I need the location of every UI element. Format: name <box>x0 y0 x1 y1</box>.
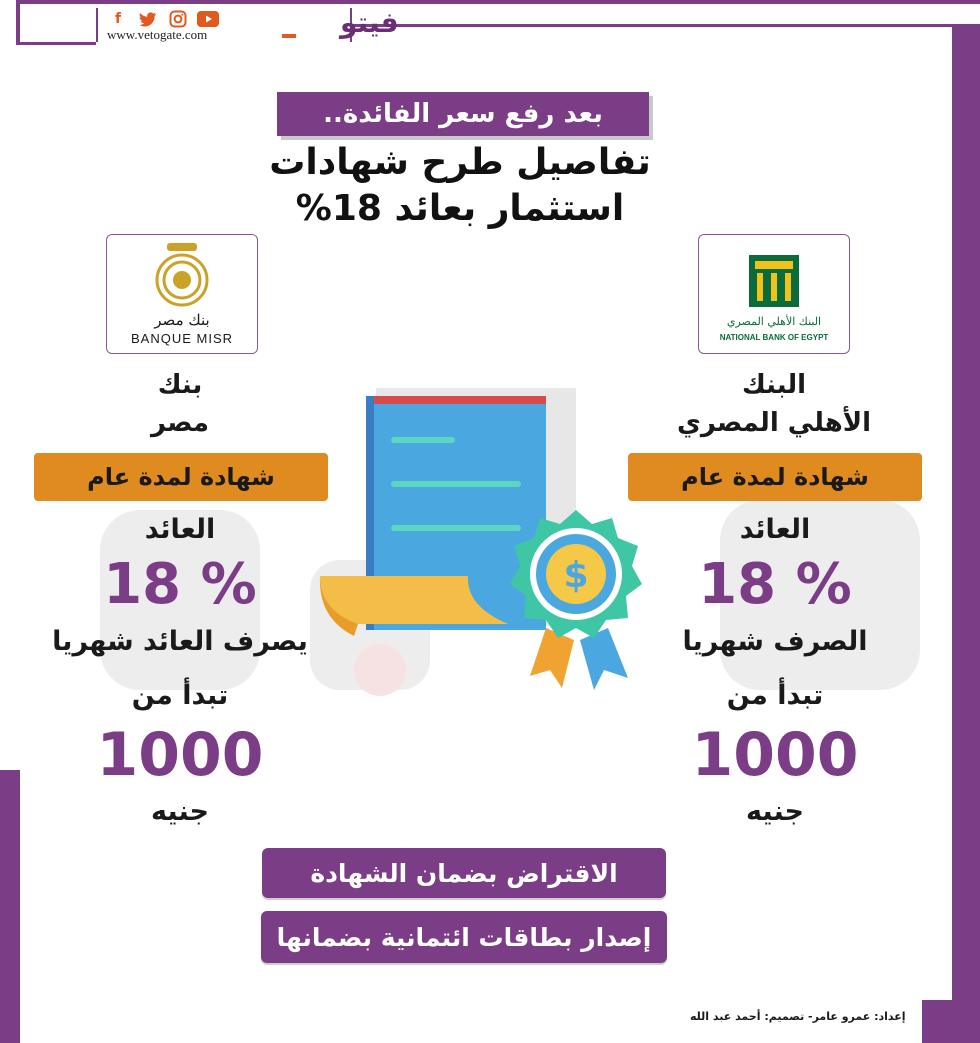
nbe-bank-name <box>664 366 884 442</box>
nbe-amount: 1000 <box>691 720 859 790</box>
title-line-1: تفاصيل طرح شهادات <box>269 142 651 183</box>
divider-header <box>96 8 98 42</box>
twitter-icon[interactable] <box>138 9 158 29</box>
nbe-logo <box>698 234 850 354</box>
certificate-illustration <box>318 378 650 708</box>
nbe-name-line2: الأهلي المصري <box>677 408 871 438</box>
frame-header-underline-right <box>352 24 952 27</box>
misr-return-label: العائد <box>144 514 216 545</box>
banque-misr-caption-en: BANQUE MISR <box>130 331 233 346</box>
frame-left-bottom-bar <box>0 770 20 1043</box>
social-links <box>108 9 218 29</box>
svg-text:$: $ <box>563 555 589 596</box>
nbe-return-label: العائد <box>739 514 811 545</box>
title-line-2: استثمار بعائد 18% <box>295 188 625 229</box>
frame-bottom-bar <box>922 1000 952 1043</box>
facebook-icon[interactable]: f <box>114 11 122 27</box>
misr-name-line1: بنك <box>157 370 203 400</box>
youtube-icon[interactable] <box>198 9 218 29</box>
nbe-currency: جنيه <box>746 796 804 827</box>
page-title <box>220 140 700 232</box>
svg-text:فيتو: فيتو <box>340 6 399 39</box>
nbe-caption-ar: البنك الأهلي المصري <box>726 315 822 328</box>
nbe-payout: الصرف شهريا <box>682 626 868 657</box>
credit-line: إعداد: عمرو عامر- تصميم: أحمد عبد الله <box>690 1010 906 1023</box>
headline-kicker: بعد رفع سعر الفائدة.. <box>277 92 649 136</box>
misr-payout: يصرف العائد شهريا <box>52 626 308 657</box>
misr-name-line2: مصر <box>151 408 209 438</box>
nbe-certificate-badge: شهادة لمدة عام <box>628 453 922 501</box>
feature-credit-cards: إصدار بطاقات ائتمانية بضمانها <box>261 911 667 963</box>
nbe-name-line1: البنك <box>741 370 807 400</box>
misr-starts-from: تبدأ من <box>131 680 229 711</box>
banque-misr-caption-ar: بنك مصر <box>154 311 210 329</box>
banque-misr-logo <box>106 234 258 354</box>
frame-header-underline-left <box>16 42 96 45</box>
instagram-icon[interactable] <box>168 9 188 29</box>
nbe-caption-en: NATIONAL BANK OF EGYPT <box>719 333 829 342</box>
feature-loan: الاقتراض بضمان الشهادة <box>262 848 666 898</box>
vetogate-logo <box>252 4 399 47</box>
misr-amount: 1000 <box>96 720 264 790</box>
frame-right-bar <box>952 24 980 1043</box>
misr-currency: جنيه <box>151 796 209 827</box>
frame-top-bar <box>16 0 980 4</box>
misr-bank-name <box>70 366 290 442</box>
misr-certificate-badge: شهادة لمدة عام <box>34 453 328 501</box>
nbe-starts-from: تبدأ من <box>726 680 824 711</box>
frame-left-top-bar <box>16 0 20 45</box>
site-url[interactable]: www.vetogate.com <box>107 27 208 42</box>
nbe-rate: 18 % <box>698 552 852 617</box>
misr-rate: 18 % <box>103 552 257 617</box>
